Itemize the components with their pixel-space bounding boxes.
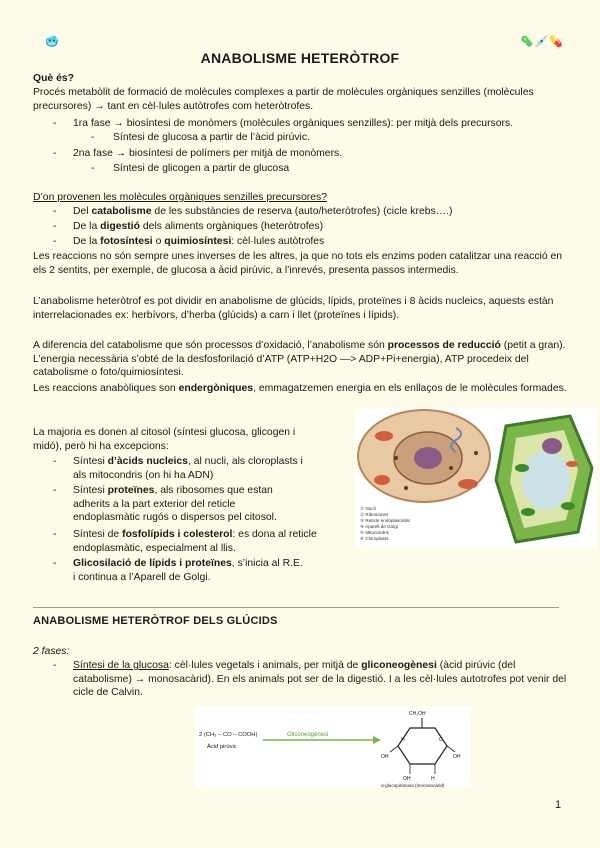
svg-text:OH: OH [453,754,461,760]
svg-text:H: H [431,776,435,782]
header-icon-left: 🥶 [45,36,59,48]
page-number: 1 [555,799,562,811]
divisio-text: L’anabolisme heteròtrof es pot dividir en anabolisme de glúcids, lípids, proteïnes i 8 àcids nucleics, aquests estàn interrelacionades ex: herbívors, d’herba (glúcids) a carn i llet (proteïnes i lípids). [33,296,554,321]
endergoniques-text: Les reaccions anabòliques son endergòniques, emmagatzemen energia en els enllaços de le molècules formades. [33,383,567,394]
section-divider [33,607,559,608]
svg-text:H: H [401,737,405,743]
definition-text: Procés metabòlit de formació de molècules complexes a partir de molècules orgàniques senzilles (molècules precursores) → tant en cèl·lules autòtrofes com heteròtrofes. [33,87,534,112]
section-heading-que-es: Què és? [33,73,74,84]
citosol-text: La majoria es donen al citosol (síntesi glucosa, glicogen i midó), però hi ha excepcions: [33,427,296,452]
question-provenen: D’on provenen les molècules orgàniques senzilles precursores? [33,192,327,203]
page-title: ANABOLISME HETERÒTROF [200,50,400,66]
diferencia-text: A diferencia del catabolisme que són processos d’oxidació, l’anabolisme són processos de reducció (petit a gran). L’energia necessària s’obté de la desfosforilació d’ATP (ATP+H2O —> ADP+Pi+energia), ATP procedeix del catabolisme o foto/quimiosíntesi. [33,340,566,379]
cell-illustration [356,408,596,548]
product-name: α-glucopiranosa (monosacàrid) [381,783,445,788]
reactant-formula: 2 (CH₃ – CO – COOH) [199,732,258,738]
gluconeogenesis-equation [195,706,471,788]
svg-text:O: O [439,737,443,743]
section-heading-glucids: ANABOLISME HETERÒTROF DELS GLÚCIDS [33,615,278,627]
equation-drawing [195,706,471,788]
reactant-name: Àcid pirúvic [207,744,237,750]
reaccions-text: Les reaccions no són sempre unes inverses de les altres, ja que no tots els enzims poden catalitzar una reacció en els 2 sentits, per exemple, de glucosa a àcid pirúvic, a l’inrevés, presenta passos intermedis. [33,251,563,276]
top-group-label: CH₂OH [409,711,426,717]
header-icons-right: 🦠💉💊 [520,36,565,48]
svg-text:OH: OH [381,754,389,760]
cell-legend: ① Nucli ② Ribosomes ③ Reticle endoplasmàtic ④ Aparell de Golgi ⑤ Mitocondris ⑥ Cloroplasts [360,506,411,541]
arrow-label: Gliconeogènesi [287,732,329,738]
svg-text:OH: OH [403,776,411,782]
fases-label: 2 fases: [33,646,70,657]
